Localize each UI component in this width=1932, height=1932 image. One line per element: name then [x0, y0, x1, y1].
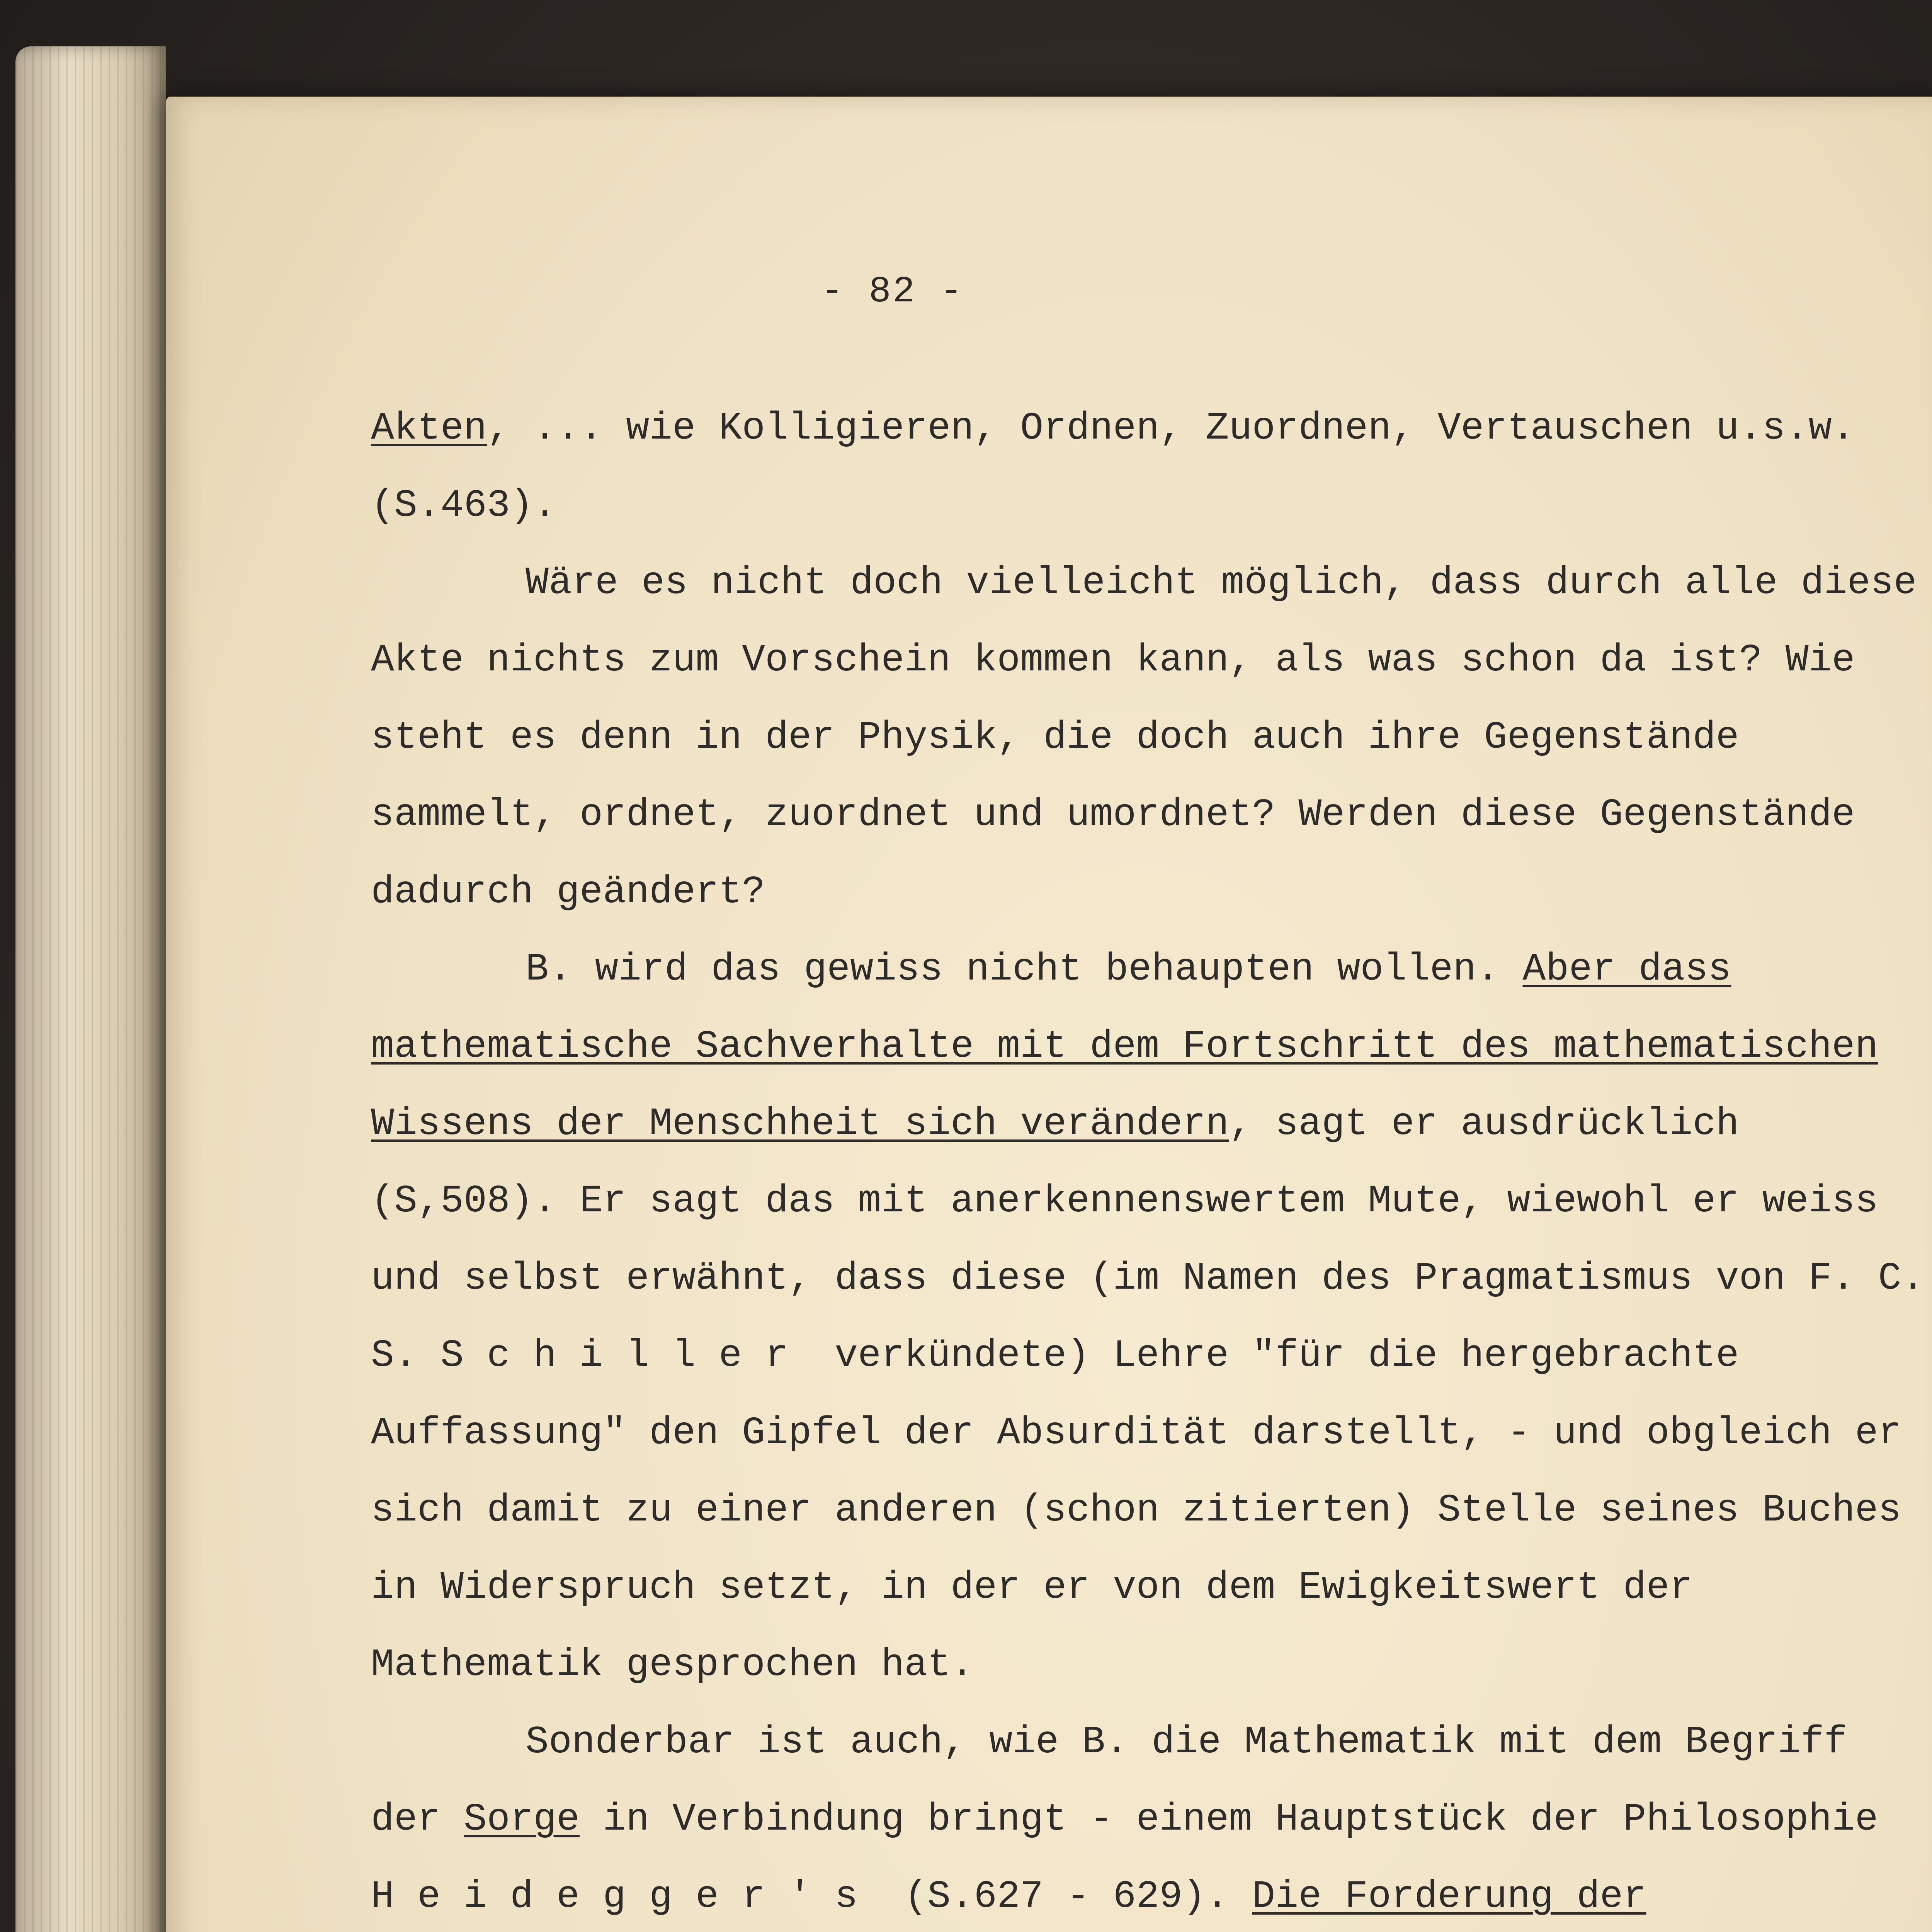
- paragraph-3: [371, 931, 1932, 1704]
- paragraph-3-text-c: , sagt er ausdrücklich (S,508). Er sagt das mit anerkennenswertem Mute, wiewohl er weiss und selbst erwähnt, dass diese (im Namen des Pragmatismus von F. C. S.: [371, 1102, 1925, 1378]
- left-page-stack: [15, 46, 166, 1932]
- page-edge-lines: [15, 46, 166, 1932]
- underlined-term-sorge: Sorge: [464, 1798, 580, 1842]
- paragraph-4-text-a: Sonderbar ist auch, wie B. die Mathematik mit dem Begriff der: [371, 1721, 1847, 1842]
- page-number: - 82 -: [821, 270, 964, 313]
- paragraph-4: [371, 1704, 1932, 1932]
- underlined-passage-2: Die Forderung der: [1252, 1875, 1646, 1919]
- paragraph-2: Wäre es nicht doch vielleicht möglich, dass durch alle diese Akte nichts zum Vorschein kommen kann, als was schon da ist? Wie steht es denn in der Physik, die doch auch ihre Gegenstände sammelt, ordnet, zuordnet und umordnet? Werden diese Gegenstände dadurch geändert?: [371, 561, 1917, 914]
- paragraph-3-text-e: verkündete) Lehre "für die hergebrachte Auffassung" den Gipfel der Absurdität darstellt, - und obgleich er sich damit zu einer anderen (schon zitierten) Stelle seines Buches in Widerspruch setzt, in der er von dem Ewigkeitswert der Mathematik gesprochen hat.: [371, 1334, 1901, 1687]
- spaced-name-schiller: Schiller: [440, 1334, 812, 1378]
- paragraph-3-text-a: B. wird das gewiss nicht behaupten wollen.: [526, 948, 1523, 992]
- underlined-term: Akten: [371, 407, 487, 451]
- underlined-passage: Aber dass mathematische Sachverhalte mit dem Fortschritt des mathematischen Wissens der Menschheit sich verändern: [371, 948, 1878, 1146]
- paragraph-4-text-c: in Verbindung bringt - einem Hauptstück der Philosophie: [580, 1798, 1878, 1842]
- paragraph-4-text-e: (S.627 - 629).: [881, 1875, 1252, 1919]
- paragraph-1: [371, 390, 1932, 545]
- page-body: [371, 390, 1932, 1932]
- spaced-name-heidegger: Heidegger's: [371, 1875, 881, 1919]
- paragraph-1-text: , ... wie Kolligieren, Ordnen, Zuordnen, Vertauschen u.s.w. (S.463).: [371, 407, 1855, 528]
